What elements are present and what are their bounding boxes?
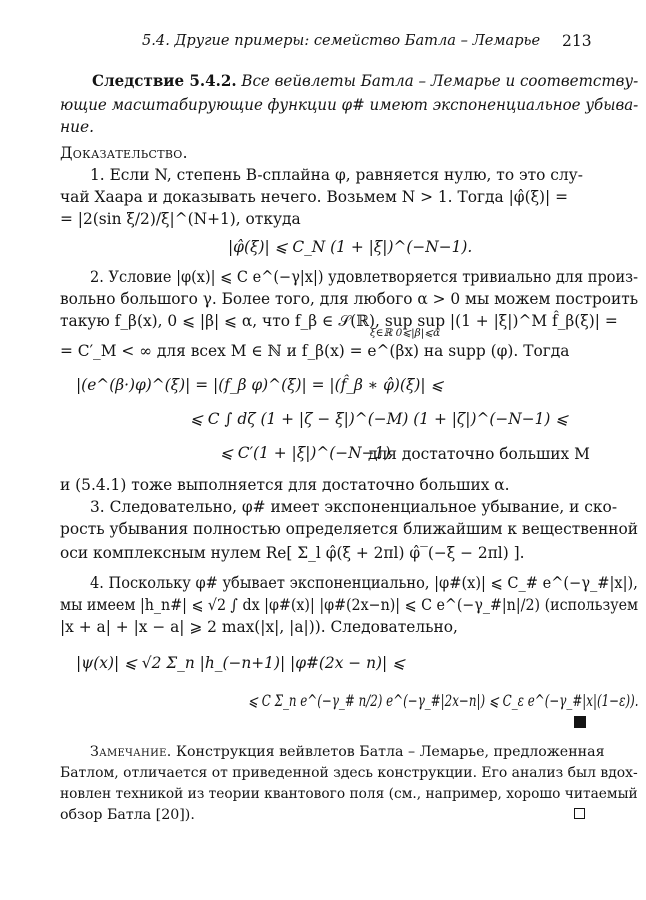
proof-p3-line2: рость убывания полностью определяется ближайшим к вещественной [60,520,639,538]
corollary-text-3: ние. [60,118,95,136]
page-number: 213 [562,32,592,50]
proof-p4-line1: 4. Поскольку φ# убывает экспоненциально, |φ#(x)| ⩽ C_# e^(−γ_#|x|), [90,574,638,592]
proof-p2-after: и (5.4.1) тоже выполняется для достаточно больших α. [60,476,510,494]
proof-p2-line2: вольно большого γ. Более того, для любого α > 0 мы можем построить [60,290,639,308]
proof-p2-line1: 2. Условие |φ(x)| ⩽ C e^(−γ|x|) удовлетворяется тривиально для произ- [90,268,638,286]
proof-p3-line1: 3. Следовательно, φ# имеет экспоненциальное убывание, и ско- [90,498,618,516]
equation-3-line1: |ψ(x)| ⩽ √2 Σ_n |h_(−n+1)| |φ#(2x − n)| ⩽ [76,654,405,672]
remark-line1 [90,742,605,762]
end-remark-square-icon [574,808,585,819]
equation-2-line3: ⩽ C′(1 + |ξ|)^(−N−1) [220,444,391,462]
qed-black-square-icon [574,716,586,728]
equation-2-condition: для достаточно больших M [368,445,590,463]
proof-p4-line2: мы имеем |h_n#| ⩽ √2 ∫ dx |φ#(x)| |φ#(2x−n)| ⩽ C e^(−γ_#|n|/2) (используем [60,596,639,614]
corollary-statement-line1 [92,70,638,92]
equation-2-line1: |(e^(β·)φ)^(ξ)| = |(f_β φ)^(ξ)| = |(f̂_β ∗ φ̂)(ξ)| ⩽ [76,376,444,394]
proof-p2-line3: такую f_β(x), 0 ⩽ |β| ⩽ α, что f_β ∈ 𝒮(ℝ), sup sup |(1 + |ξ|)^M f̂_β(ξ)| = [60,312,618,330]
corollary-label: Следствие 5.4.2. [92,72,237,90]
equation-1: |φ̂(ξ)| ⩽ C_N (1 + |ξ|)^(−N−1). [228,238,473,256]
proof-p4-line3: |x + a| + |x − a| ⩾ 2 max(|x|, |a|)). Следовательно, [60,618,458,636]
proof-p1-line3: = |2(sin ξ/2)/ξ|^(N+1), откуда [60,210,301,228]
remark-text-1: Конструкция вейвлетов Батла – Лемарье, предложенная [176,744,605,760]
proof-heading: Доказательство. [60,144,188,162]
remark-line3: новлен техникой из теории квантового поля (см., например, хорошо читаемый [60,786,638,802]
remark-label: Замечание. [90,744,172,760]
proof-p2-line4: = C′_M < ∞ для всех M ∈ ℕ и f_β(x) = e^(βx) на supp (φ). Тогда [60,342,570,360]
proof-p1-line2: чай Хаара и доказывать нечего. Возьмем N > 1. Тогда |φ̂(ξ)| = [60,188,569,206]
remark-line2: Батлом, отличается от приведенной здесь конструкции. Его анализ был вдох- [60,765,638,781]
proof-p1-line1: 1. Если N, степень B-сплайна φ, равняется нулю, то это слу- [90,166,583,184]
running-title: 5.4. Другие примеры: семейство Батла – Лемарье [142,32,541,49]
remark-line4: обзор Батла [20]). [60,807,195,823]
corollary-text-2: ющие масштабирующие функции φ# имеют экспоненциальное убыва- [60,96,639,114]
equation-3-line2: ⩽ C Σ_n e^(−γ_# n/2) e^(−γ_#|2x−n|) ⩽ C_ε e^(−γ_#|x|(1−ε)). [248,692,639,710]
proof-p3-line3: оси комплексным нулем Re[ Σ_l φ̂(ξ + 2πl) φ̂‾(−ξ − 2πl) ]. [60,544,525,562]
corollary-text-1: Все вейвлеты Батла – Лемарье и соответству- [241,72,639,90]
equation-2-line2: ⩽ C ∫ dζ (1 + |ζ − ξ|)^(−M) (1 + |ζ|)^(−N−1) ⩽ [190,410,569,428]
sup-subscript: ξ∈ℝ 0⩽|β|⩽α [370,327,441,339]
